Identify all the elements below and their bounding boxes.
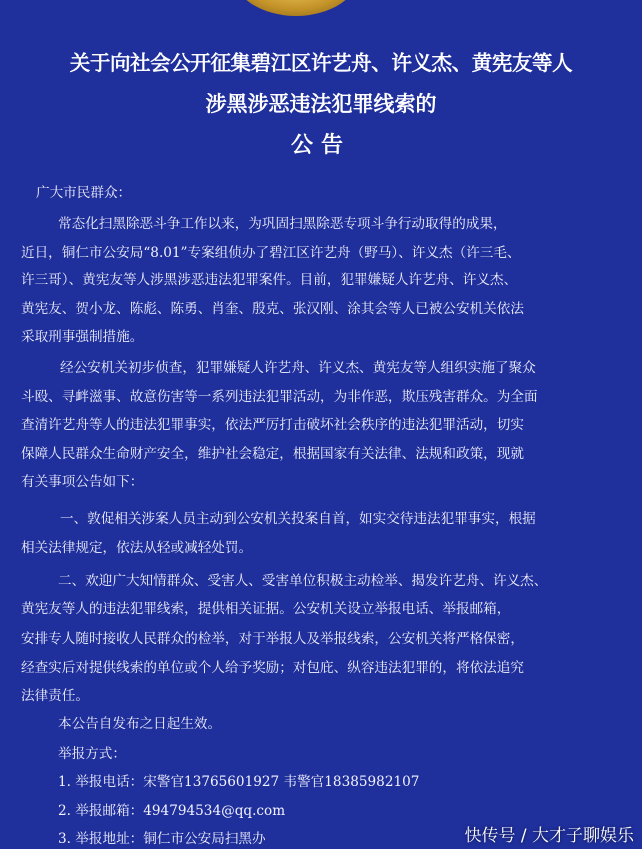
paragraph-line: 经公安机关初步侦查，犯罪嫌疑人许艺舟、许义杰、黄宪友等人组织实施了聚众 xyxy=(60,360,536,376)
paragraph-line: 法律责任。 xyxy=(21,688,89,704)
paragraph-line: 斗殴、寻衅滋事、故意伤害等一系列违法犯罪活动，为非作恶，欺压残害群众。为全面 xyxy=(21,389,538,405)
paragraph-line: 相关法律规定，依法从轻或减轻处罚。 xyxy=(21,540,253,556)
paragraph-line: 近日，铜仁市公安局“8.01”专案组侦办了碧江区许艺舟（野马）、许义杰（许三毛、 xyxy=(21,245,521,261)
notice-title-line-1: 关于向社会公开征集碧江区许艺舟、许义杰、黄宪友等人 xyxy=(69,51,573,75)
paragraph-line: 有关事项公告如下： xyxy=(21,474,144,490)
paragraph-line: 许三哥）、黄宪友等人涉黑涉恶违法犯罪案件。目前，犯罪嫌疑人许艺舟、许义杰、 xyxy=(21,272,518,288)
report-methods-heading: 举报方式： xyxy=(58,746,126,762)
salutation: 广大市民群众： xyxy=(36,185,132,201)
notice-title-line-2: 涉黑涉恶违法犯罪线索的 xyxy=(205,91,437,116)
paragraph-line: 采取刑事强制措施。 xyxy=(21,329,144,345)
paragraph-line: 常态化扫黑除恶斗争工作以来，为巩固扫黑除恶专项斗争行动取得的成果， xyxy=(58,216,507,232)
report-email: 2. 举报邮箱：494794534@qq.com xyxy=(58,803,286,819)
paragraph-line: 黄宪友、贺小龙、陈彪、陈勇、肖奎、殷克、张汉刚、涂其会等人已被公安机关依法 xyxy=(21,301,524,317)
notice-title-line-3: 公告 xyxy=(290,132,351,158)
source-watermark: 快传号 / 大才子聊娱乐 xyxy=(464,826,634,846)
paragraph-line: 查清许艺舟等人的违法犯罪事实，依法严厉打击破坏社会秩序的违法犯罪活动，切实 xyxy=(21,417,524,433)
paragraph-line: 一、敦促相关涉案人员主动到公安机关投案自首，如实交待违法犯罪事实，根据 xyxy=(60,511,536,527)
paragraph-line: 经查实后对提供线索的单位或个人给予奖励；对包庇、纵容违法犯罪的，将依法追究 xyxy=(21,660,524,676)
effective-statement: 本公告自发布之日起生效。 xyxy=(58,716,222,732)
paragraph-line: 保障人民群众生命财产安全，维护社会稳定，根据国家有关法律、法规和政策，现就 xyxy=(21,446,524,462)
national-police-emblem-icon xyxy=(233,0,359,16)
report-address: 3. 举报地址：铜仁市公安局扫黑办 xyxy=(58,831,266,847)
paragraph-line: 黄宪友等人的违法犯罪线索，提供相关证据。公安机关设立举报电话、举报邮箱， xyxy=(21,601,511,617)
report-phone: 1. 举报电话：宋警官13765601927 韦警官18385982107 xyxy=(58,774,420,790)
paragraph-line: 二、欢迎广大知情群众、受害人、受害单位积极主动检举、揭发许艺舟、许义杰、 xyxy=(58,573,548,589)
paragraph-line: 安排专人随时接收人民群众的检举，对于举报人及举报线索，公安机关将严格保密， xyxy=(21,631,524,647)
